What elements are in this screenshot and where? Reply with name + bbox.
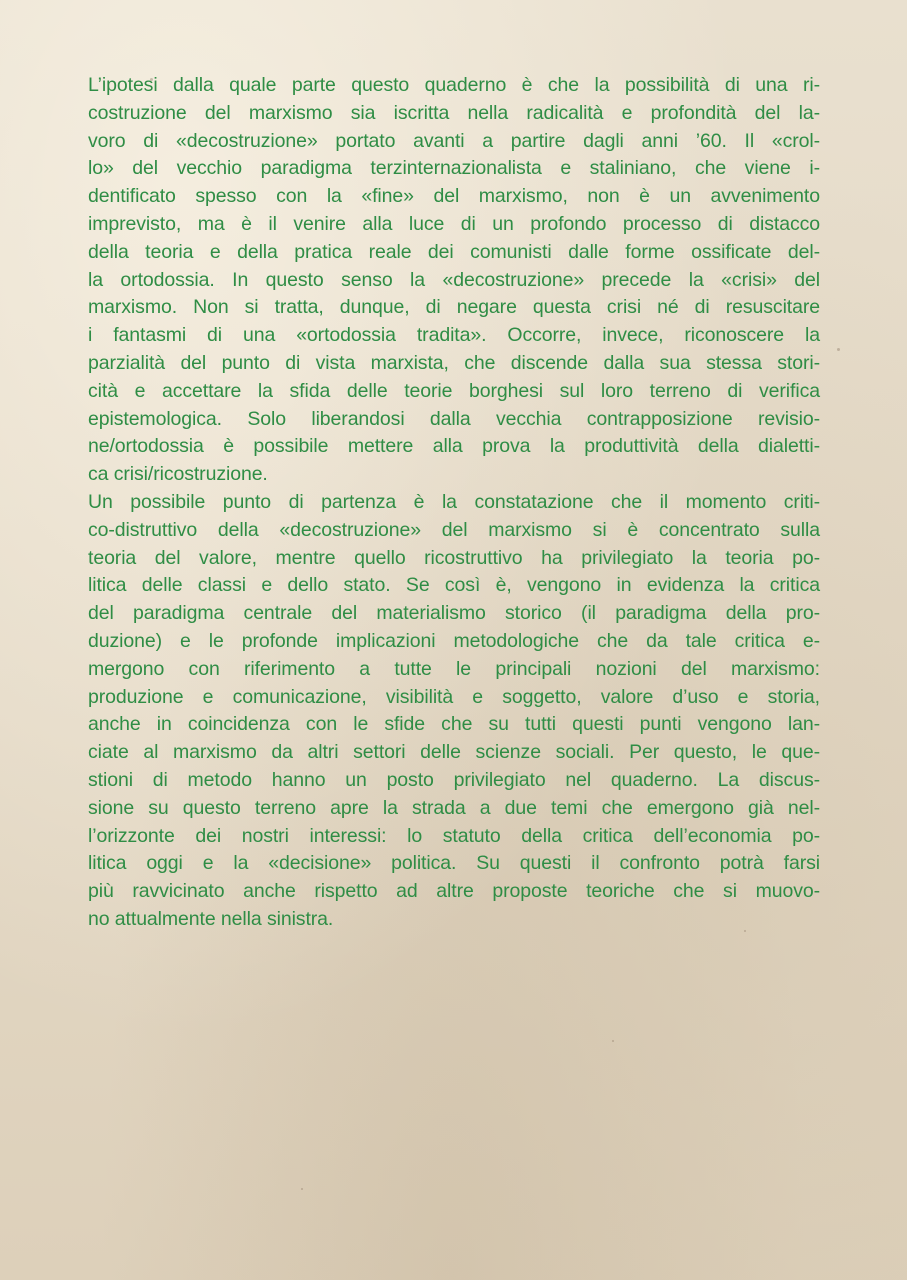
text-line: sione su questo terreno apre la strada a due temi che emergono già nel- bbox=[88, 796, 820, 819]
paragraph-1 bbox=[88, 72, 820, 489]
text-line: anche in coincidenza con le sfide che su tutti questi punti vengono lan- bbox=[88, 713, 820, 736]
text-line: litica oggi e la «decisione» politica. Su questi il confronto potrà farsi bbox=[88, 852, 820, 875]
text-line: della teoria e della pratica reale dei comunisti dalle forme ossificate del- bbox=[88, 240, 820, 263]
text-line: imprevisto, ma è il venire alla luce di un profondo processo di distacco bbox=[88, 212, 820, 235]
text-line: L’ipotesi dalla quale parte questo quaderno è che la possibilità di una ri- bbox=[88, 74, 820, 96]
text-line: epistemologica. Solo liberandosi dalla vecchia contrapposizione revisio- bbox=[88, 407, 820, 430]
text-line: la ortodossia. In questo senso la «decostruzione» precede la «crisi» del bbox=[88, 268, 820, 291]
text-line: i fantasmi di una «ortodossia tradita». Occorre, invece, riconoscere la bbox=[88, 324, 820, 347]
text-line: duzione) e le profonde implicazioni metodologiche che da tale critica e- bbox=[88, 629, 820, 652]
text-line: no attualmente nella sinistra. bbox=[88, 907, 334, 930]
cover-text bbox=[88, 72, 820, 934]
text-line: teoria del valore, mentre quello ricostruttivo ha privilegiato la teoria po- bbox=[88, 546, 820, 569]
text-line: litica delle classi e dello stato. Se così è, vengono in evidenza la critica bbox=[88, 574, 820, 597]
text-line: co-distruttivo della «decostruzione» del marxismo si è concentrato sulla bbox=[88, 518, 820, 541]
text-line: ciate al marxismo da altri settori delle scienze sociali. Per questo, le que- bbox=[88, 741, 820, 764]
text-line: dentificato spesso con la «fine» del marxismo, non è un avvenimento bbox=[88, 185, 820, 208]
text-line: lo» del vecchio paradigma terzinternazionalista e staliniano, che viene i- bbox=[88, 157, 820, 180]
paper-speck bbox=[837, 348, 840, 351]
paper-speck bbox=[150, 78, 153, 81]
text-line: più ravvicinato anche rispetto ad altre proposte teoriche che si muovo- bbox=[88, 880, 820, 903]
text-line: l’orizzonte dei nostri interessi: lo statuto della critica dell’economia po- bbox=[88, 824, 820, 847]
text-line: Un possibile punto di partenza è la constatazione che il momento criti- bbox=[88, 490, 820, 513]
text-line: del paradigma centrale del materialismo storico (il paradigma della pro- bbox=[88, 602, 820, 625]
text-line: cità e accettare la sfida delle teorie borghesi sul loro terreno di verifica bbox=[88, 379, 820, 402]
text-line: costruzione del marxismo sia iscritta nella radicalità e profondità del la- bbox=[88, 101, 820, 124]
text-line: produzione e comunicazione, visibilità e soggetto, valore d’uso e storia, bbox=[88, 685, 820, 708]
paragraph-2 bbox=[88, 489, 820, 934]
text-line: marxismo. Non si tratta, dunque, di negare questa crisi né di resuscitare bbox=[88, 296, 820, 319]
paper-speck bbox=[744, 930, 746, 932]
paper-speck bbox=[301, 1188, 303, 1190]
text-line: stioni di metodo hanno un posto privilegiato nel quaderno. La discus- bbox=[88, 768, 820, 791]
paper-speck bbox=[612, 1040, 614, 1042]
text-line: mergono con riferimento a tutte le principali nozioni del marxismo: bbox=[88, 657, 820, 680]
text-line: parzialità del punto di vista marxista, che discende dalla sua stessa stori- bbox=[88, 351, 820, 374]
text-line: voro di «decostruzione» portato avanti a partire dagli anni ’60. Il «crol- bbox=[88, 129, 820, 152]
text-line: ca crisi/ricostruzione. bbox=[88, 463, 268, 486]
text-line: ne/ortodossia è possibile mettere alla prova la produttività della dialetti- bbox=[88, 435, 820, 458]
